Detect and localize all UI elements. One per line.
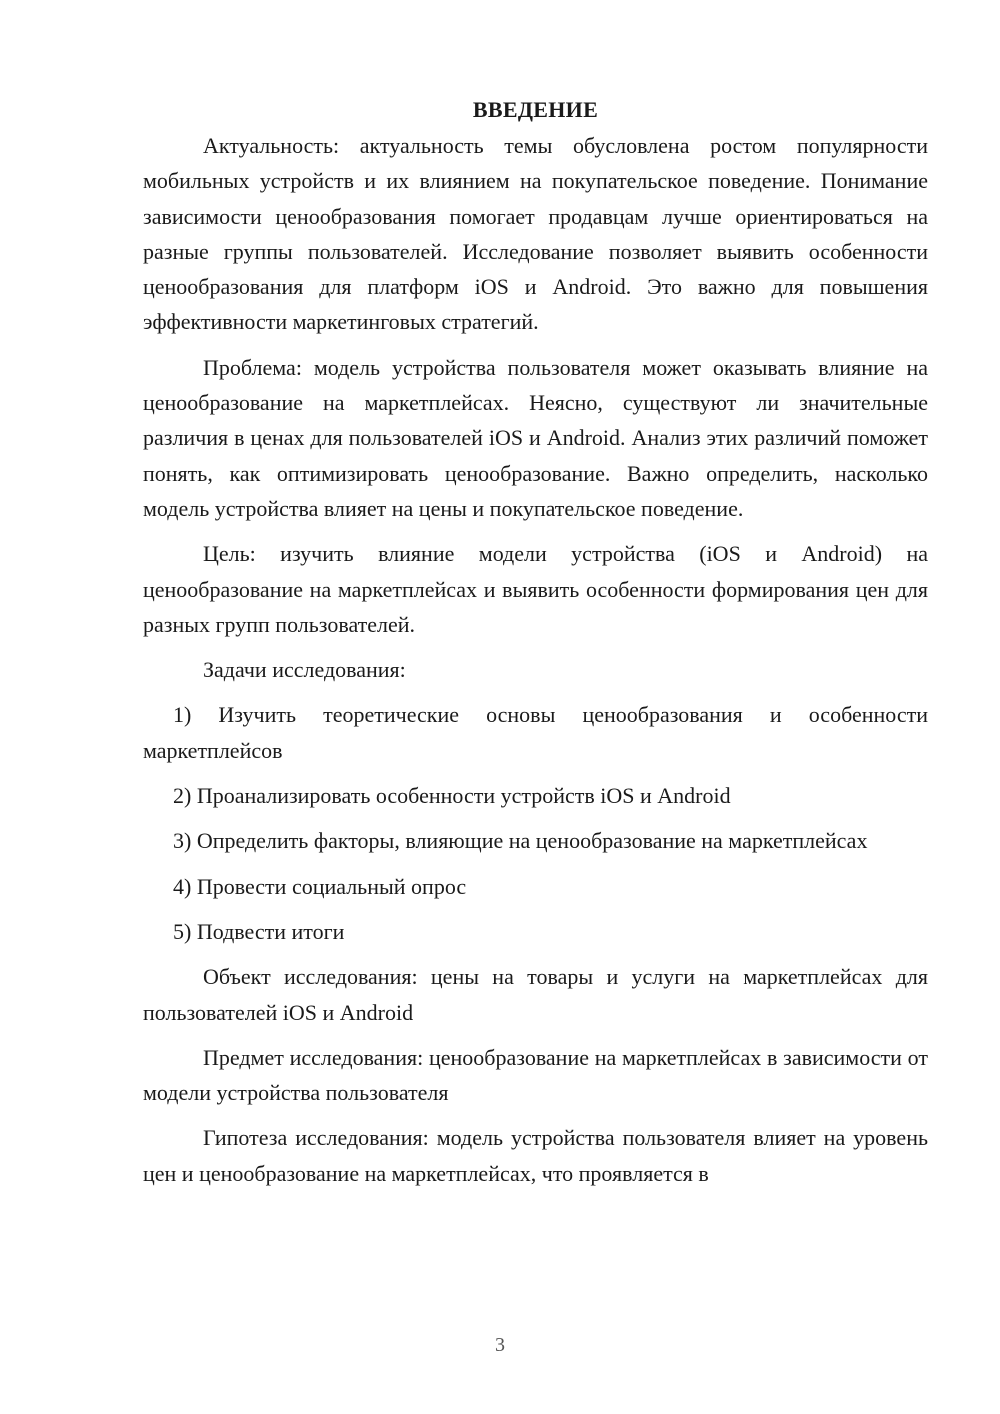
paragraph-goal: Цель: изучить влияние модели устройства (iOS и Android) на ценообразование на маркетплейсах и выявить особенности формирования цен для разных групп пользователей. bbox=[143, 541, 928, 637]
document-page bbox=[143, 93, 928, 1201]
task-item-3: 3) Определить факторы, влияющие на ценообразование на маркетплейсах bbox=[173, 828, 868, 854]
task-item-2: 2) Проанализировать особенности устройств iOS и Android bbox=[173, 783, 731, 809]
section-heading: ВВЕДЕНИЕ bbox=[472, 97, 599, 122]
paragraph-hypothesis: Гипотеза исследования: модель устройства пользователя влияет на уровень цен и ценообразование на маркетплейсах, что проявляется в bbox=[143, 1125, 928, 1186]
paragraph-subject: Предмет исследования: ценообразование на маркетплейсах в зависимости от модели устройства пользователя bbox=[143, 1044, 928, 1106]
paragraph-problem: Проблема: модель устройства пользователя может оказывать влияние на ценообразование на маркетплейсах. Неясно, существуют ли значительные различия в ценах для пользователей iOS и Android. Анализ этих различий поможет понять, как оптимизировать ценообразование. Важно определить, насколько модель устройства влияет на цены и покупательское поведение. bbox=[143, 354, 928, 521]
paragraph-tasks-title: Задачи исследования: bbox=[203, 657, 406, 683]
task-item-4: 4) Провести социальный опрос bbox=[173, 873, 467, 899]
task-item-1: 1) Изучить теоретические основы ценообразования и особенности маркетплейсов bbox=[143, 702, 928, 763]
paragraph-object: Объект исследования: цены на товары и услуги на маркетплейсах для пользователей iOS и Android bbox=[143, 964, 928, 1025]
task-item-5: 5) Подвести итоги bbox=[173, 918, 345, 944]
page-number: 3 bbox=[495, 1334, 505, 1356]
paragraph-relevance: Актуальность: актуальность темы обусловлена ростом популярности мобильных устройств и их влиянием на покупательское поведение. Понимание зависимости ценообразования помогает продавцам лучше ориентироваться на разные группы пользователей. Исследование позволяет выявить особенности ценообразования для платформ iOS и Android. Это важно для повышения эффективности маркетинговых стратегий. bbox=[143, 133, 928, 335]
